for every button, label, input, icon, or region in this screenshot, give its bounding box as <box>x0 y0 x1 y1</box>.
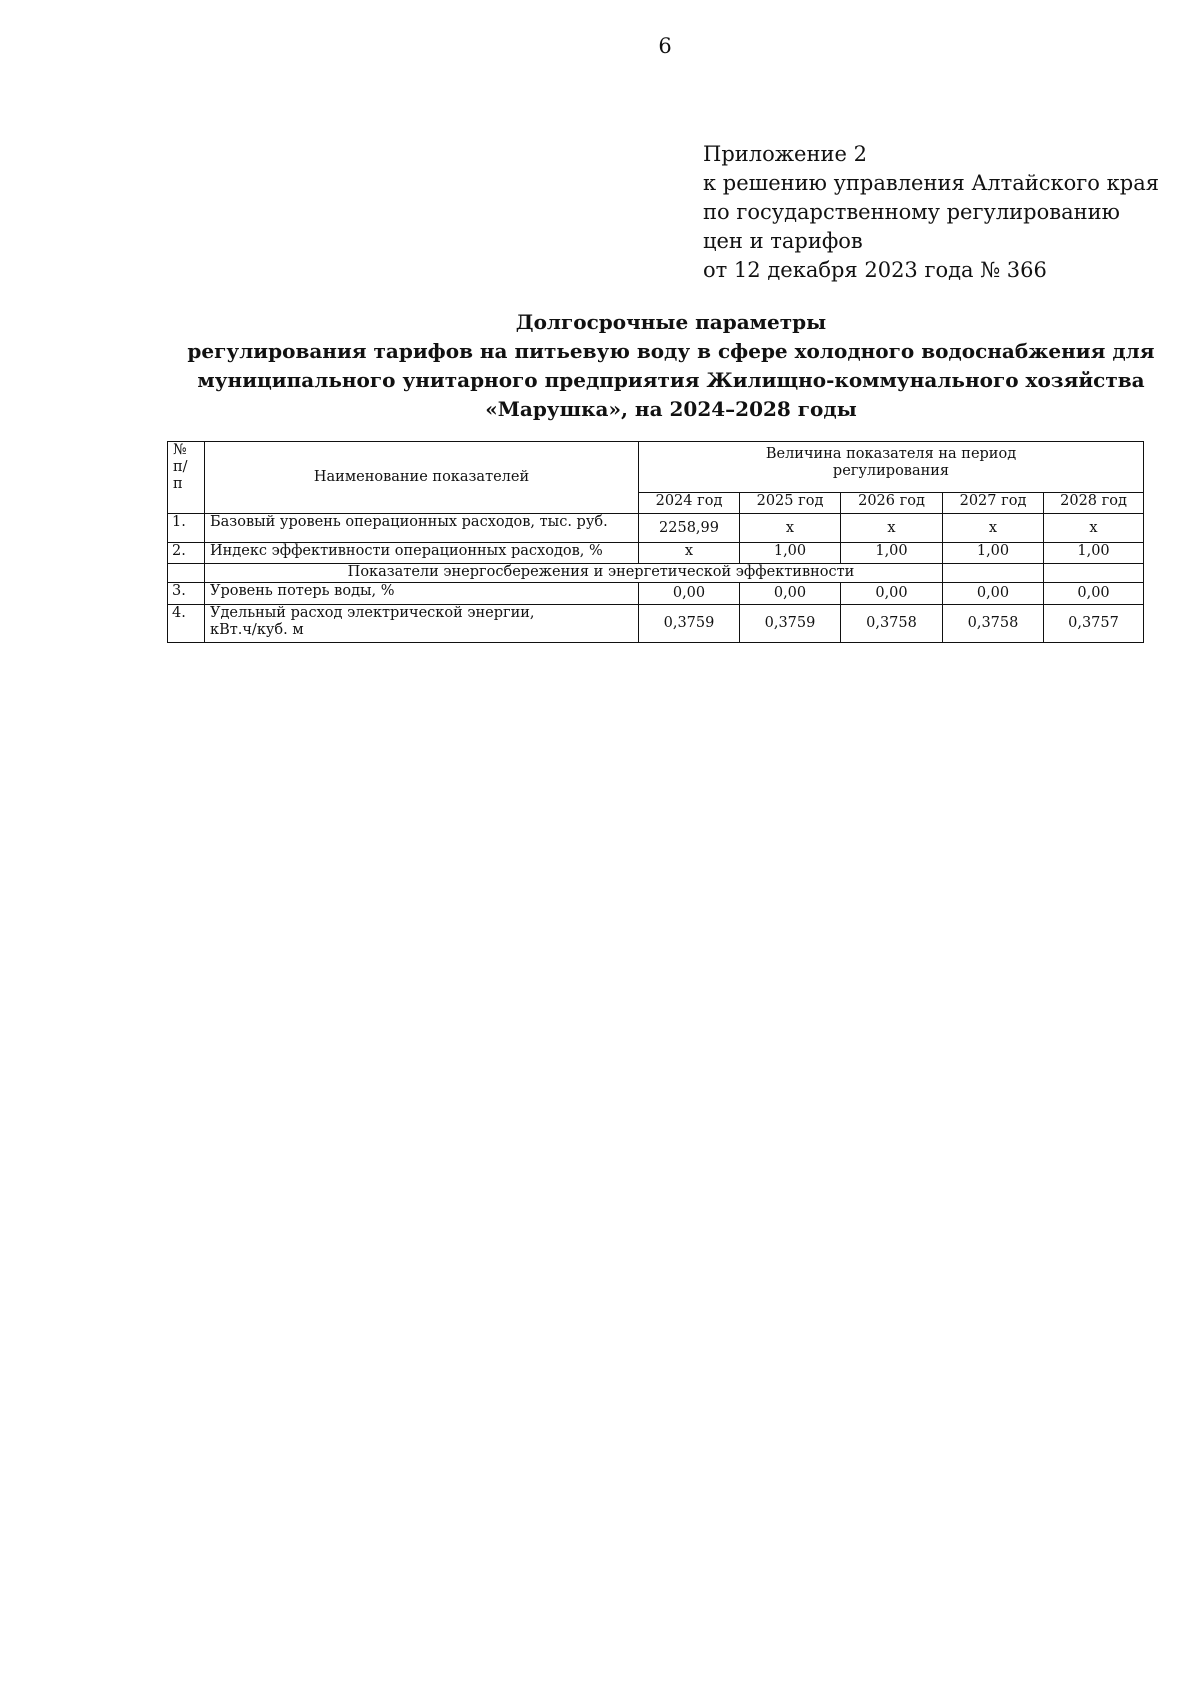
row-value: 1,00 <box>1044 543 1144 564</box>
row-num: 1. <box>168 514 205 543</box>
header-year: 2028 год <box>1044 493 1144 514</box>
header-num: № п/ п <box>168 442 205 514</box>
row-num: 2. <box>168 543 205 564</box>
appendix-line: по государственному регулированию <box>703 200 1120 224</box>
row-value: 0,00 <box>639 583 740 605</box>
row-value: 2258,99 <box>639 514 740 543</box>
header-name: Наименование показателей <box>205 442 639 514</box>
header-period: Величина показателя на период регулирования <box>639 442 1144 493</box>
table-row <box>168 583 1144 605</box>
appendix-line: Приложение 2 <box>703 142 867 166</box>
header-year: 2026 год <box>841 493 943 514</box>
section-heading: Показатели энергосбережения и энергетической эффективности <box>205 564 943 583</box>
row-name: Удельный расход электрической энергии, кВт.ч/куб. м <box>205 605 639 643</box>
row-value: 0,00 <box>740 583 841 605</box>
row-value: 0,3758 <box>943 605 1044 643</box>
row-value: 0,3759 <box>740 605 841 643</box>
row-value: 1,00 <box>841 543 943 564</box>
row-value: x <box>639 543 740 564</box>
section-num-empty <box>168 564 205 583</box>
header-year: 2024 год <box>639 493 740 514</box>
row-value: x <box>1044 514 1144 543</box>
row-value: 0,00 <box>841 583 943 605</box>
row-value: 0,3757 <box>1044 605 1144 643</box>
section-cell-empty <box>943 564 1044 583</box>
title-line: регулирования тарифов на питьевую воду в сфере холодного водоснабжения для <box>187 339 1155 363</box>
row-value: x <box>740 514 841 543</box>
title-line: муниципального унитарного предприятия Жилищно-коммунального хозяйства <box>197 368 1145 392</box>
section-cell-empty <box>1044 564 1144 583</box>
row-value: 1,00 <box>943 543 1044 564</box>
row-value: x <box>841 514 943 543</box>
title-line: Долгосрочные параметры <box>515 310 827 334</box>
title-line: «Марушка», на 2024–2028 годы <box>485 397 857 421</box>
row-name: Базовый уровень операционных расходов, тыс. руб. <box>205 514 639 543</box>
row-value: 0,00 <box>1044 583 1144 605</box>
table-row <box>168 543 1144 564</box>
row-value: 0,00 <box>943 583 1044 605</box>
page-number: 6 <box>658 34 672 58</box>
parameters-table <box>167 441 1144 643</box>
row-value: x <box>943 514 1044 543</box>
row-num: 3. <box>168 583 205 605</box>
row-value: 1,00 <box>740 543 841 564</box>
section-row <box>168 564 1144 583</box>
appendix-line: от 12 декабря 2023 года № 366 <box>703 258 1047 282</box>
table-row <box>168 514 1144 543</box>
appendix-line: к решению управления Алтайского края <box>703 171 1159 195</box>
document-title <box>168 308 1174 424</box>
appendix-block <box>703 140 1183 285</box>
appendix-line: цен и тарифов <box>703 229 863 253</box>
row-num: 4. <box>168 605 205 643</box>
table-row <box>168 605 1144 643</box>
header-year: 2027 год <box>943 493 1044 514</box>
row-value: 0,3759 <box>639 605 740 643</box>
row-value: 0,3758 <box>841 605 943 643</box>
row-name: Уровень потерь воды, % <box>205 583 639 605</box>
header-year: 2025 год <box>740 493 841 514</box>
row-name: Индекс эффективности операционных расходов, % <box>205 543 639 564</box>
